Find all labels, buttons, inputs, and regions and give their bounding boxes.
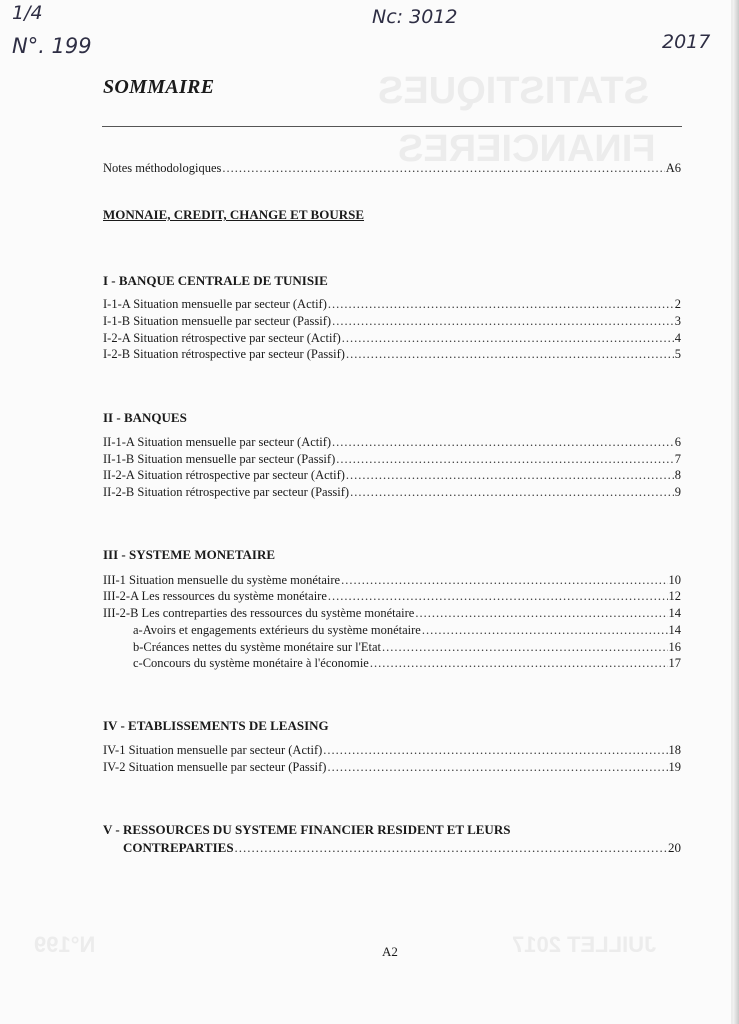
section-heading-1: I - BANQUE CENTRALE DE TUNISIE (103, 273, 328, 288)
show-through-title-2: FINANCIERES (398, 128, 656, 170)
toc-leader-dots (222, 161, 664, 176)
toc-entry-page: 4 (674, 331, 681, 345)
section-heading-3: III - SYSTEME MONETAIRE (103, 547, 276, 562)
toc-entry (103, 331, 681, 346)
toc-entry (103, 760, 681, 775)
page-number: A2 (382, 944, 398, 959)
toc-entry (103, 314, 681, 329)
toc-entry-label: II-1-A Situation mensuelle par secteur (Actif) (103, 435, 332, 449)
toc-entry-page: 17 (668, 656, 681, 670)
toc-leader-dots (422, 623, 668, 638)
toc-entry-page: 10 (668, 573, 681, 587)
toc-subentry (133, 656, 681, 671)
toc-entry-page: 14 (668, 606, 681, 620)
toc-entry-notes (103, 161, 681, 176)
toc-entry-label: a-Avoirs et engagements extérieurs du système monétaire (133, 623, 421, 637)
toc-entry-label: I-1-A Situation mensuelle par secteur (Actif) (103, 297, 327, 311)
subject-heading: MONNAIE, CREDIT, CHANGE ET BOURSE (103, 207, 365, 222)
toc-entry-label: II-2-A Situation rétrospective par secteur (Actif) (103, 468, 345, 482)
section-heading-2: II - BANQUES (103, 410, 187, 425)
toc-entry-label: III-2-B Les contreparties des ressources du système monétaire (103, 606, 415, 620)
toc-entry-label: IV-2 Situation mensuelle par secteur (Passif) (103, 760, 327, 774)
page-title: SOMMAIRE (103, 76, 215, 98)
show-through-footer-number: N°199 (34, 932, 96, 957)
toc-leader-dots (346, 468, 674, 483)
show-through-footer-date: JUILLET 2017 (512, 932, 657, 957)
toc-entry (123, 840, 681, 855)
toc-leader-dots (415, 606, 667, 621)
toc-entry-page: 6 (674, 435, 681, 449)
toc-entry-label: I-2-B Situation rétrospective par secteur (Passif) (103, 347, 345, 361)
toc-entry-page: 2 (674, 297, 681, 311)
toc-leader-dots (336, 452, 674, 467)
toc-subentry (133, 640, 681, 655)
toc-entry (103, 573, 681, 588)
toc-leader-dots (382, 640, 667, 655)
toc-leader-dots (346, 347, 674, 362)
toc-leader-dots (342, 331, 674, 346)
handwritten-issue-number: N°. 199 (12, 34, 92, 58)
toc-entry-label: III-2-A Les ressources du système monétaire (103, 589, 327, 603)
toc-leader-dots (332, 435, 674, 450)
toc-leader-dots (350, 485, 674, 500)
toc-entry-label: c-Concours du système monétaire à l'économie (133, 656, 369, 670)
toc-entry-label: I-2-A Situation rétrospective par secteur (Actif) (103, 331, 341, 345)
handwritten-document-code: Nc: 3012 (372, 6, 458, 28)
toc-entry-label: III-1 Situation mensuelle du système monétaire (103, 573, 341, 587)
toc-leader-dots (332, 314, 674, 329)
toc-entry-page: 9 (674, 485, 681, 499)
toc-entry-label: IV-1 Situation mensuelle par secteur (Actif) (103, 743, 323, 757)
toc-leader-dots (323, 743, 667, 758)
section-heading-4: IV - ETABLISSEMENTS DE LEASING (103, 718, 329, 733)
show-through-title-1: STATISTIQUES (378, 70, 649, 112)
page-edge (733, 0, 739, 1024)
toc-entry-page: A6 (665, 161, 681, 175)
toc-entry-page: 8 (674, 468, 681, 482)
toc-entry (103, 468, 681, 483)
toc-leader-dots (327, 760, 667, 775)
toc-subentry (133, 623, 681, 638)
toc-entry (103, 347, 681, 362)
toc-entry-page: 7 (674, 452, 681, 466)
toc-entry-page: 12 (668, 589, 681, 603)
toc-entry-page: 18 (668, 743, 681, 757)
toc-entry-label: Notes méthodologiques (103, 161, 222, 175)
toc-entry-label: b-Créances nettes du système monétaire sur l'Etat (133, 640, 382, 654)
toc-entry (103, 589, 681, 604)
toc-leader-dots (341, 573, 667, 588)
toc-entry-page: 3 (674, 314, 681, 328)
toc-entry-page: 5 (674, 347, 681, 361)
toc-entry (103, 452, 681, 467)
toc-entry-label: I-1-B Situation mensuelle par secteur (Passif) (103, 314, 332, 328)
toc-entry-label: II-1-B Situation mensuelle par secteur (Passif) (103, 452, 336, 466)
title-divider (102, 126, 682, 127)
toc-entry-page: 14 (668, 623, 681, 637)
toc-entry (103, 297, 681, 312)
toc-leader-dots (235, 840, 667, 855)
toc-entry (103, 485, 681, 500)
toc-leader-dots (328, 589, 668, 604)
toc-leader-dots (328, 297, 674, 312)
toc-entry (103, 743, 681, 758)
toc-entry-label: II-2-B Situation rétrospective par secteur (Passif) (103, 485, 350, 499)
section-heading-5: V - RESSOURCES DU SYSTEME FINANCIER RESIDENT ET LEURS (103, 822, 511, 837)
toc-leader-dots (370, 656, 668, 671)
toc-entry-label: CONTREPARTIES (123, 840, 234, 855)
toc-entry-page: 19 (668, 760, 681, 774)
toc-entry-page: 16 (668, 640, 681, 654)
handwritten-year: 2017 (662, 31, 711, 53)
handwritten-fraction: 1/4 (12, 2, 43, 24)
toc-entry (103, 606, 681, 621)
toc-entry-page: 20 (668, 840, 681, 855)
toc-entry (103, 435, 681, 450)
